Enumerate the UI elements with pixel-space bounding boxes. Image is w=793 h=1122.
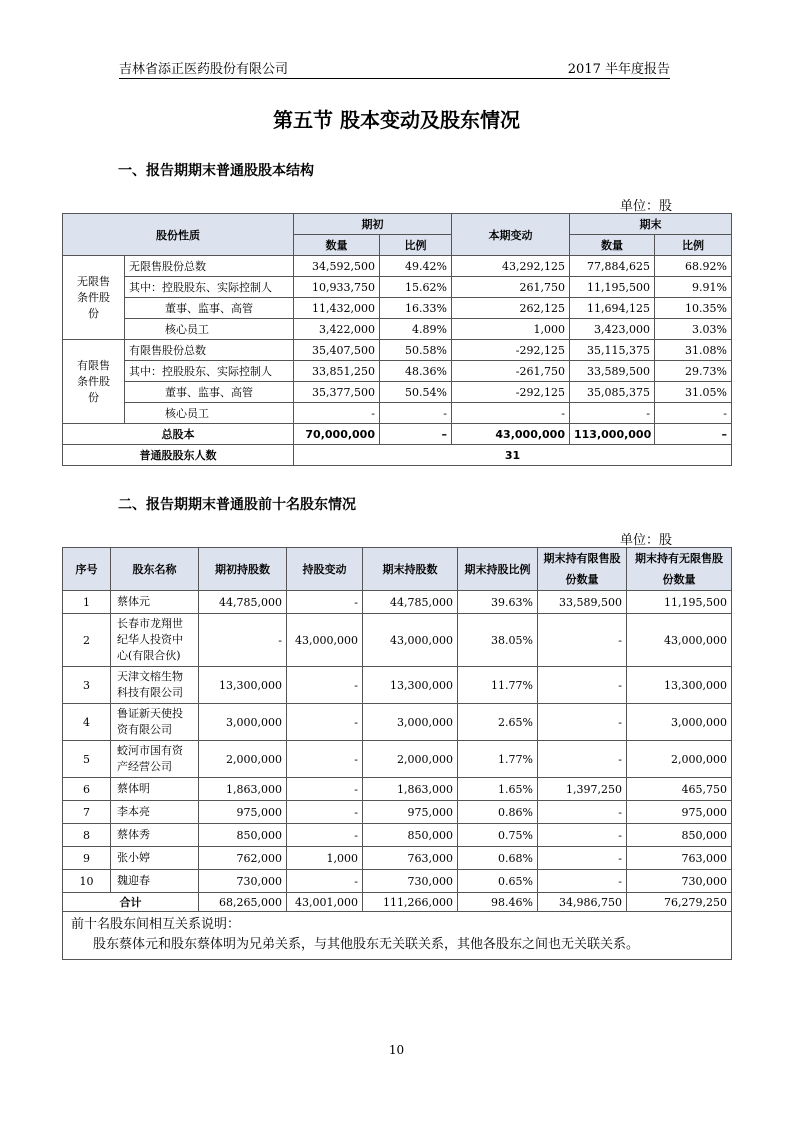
- page-title: 第五节 股本变动及股东情况: [273, 108, 520, 132]
- cell-value: 13,300,000: [363, 667, 458, 704]
- total-begin_qty: 70,000,000: [294, 424, 380, 445]
- table-row: [63, 824, 732, 847]
- cell-value: 11,432,000: [294, 298, 380, 319]
- cell-value: 3,000,000: [363, 704, 458, 741]
- table-row: [63, 614, 732, 667]
- table-row: [63, 778, 732, 801]
- row-index: 8: [63, 824, 111, 847]
- cell-value: -: [287, 591, 363, 614]
- cell-value: 43,000,000: [287, 614, 363, 667]
- cell-value: 35,115,375: [570, 340, 655, 361]
- table-row: [63, 741, 732, 778]
- cell-value: -: [287, 704, 363, 741]
- top-shareholders-table: [62, 547, 732, 960]
- total-row: [63, 424, 732, 445]
- total-row: [63, 893, 732, 912]
- cell-value: -: [287, 667, 363, 704]
- relationship-note: [63, 912, 732, 960]
- cell-value: -: [452, 403, 570, 424]
- cell-value: 0.75%: [458, 824, 538, 847]
- row-label: 有限售股份总数: [125, 340, 294, 361]
- cell-value: -: [538, 824, 627, 847]
- shareholder-name: 蔡体元: [111, 591, 199, 614]
- cell-value: -: [199, 614, 287, 667]
- col-header: 持股变动: [287, 548, 363, 591]
- cell-value: 1,863,000: [363, 778, 458, 801]
- table-row: [63, 256, 732, 277]
- cell-value: 730,000: [199, 870, 287, 893]
- col-end-ratio: 比例: [655, 235, 732, 256]
- cell-value: 11,694,125: [570, 298, 655, 319]
- shareholder-name: 张小婷: [111, 847, 199, 870]
- cell-value: 1,863,000: [199, 778, 287, 801]
- holders-value: 31: [294, 445, 732, 466]
- col-begin: 期初: [294, 214, 452, 235]
- table-row: [63, 591, 732, 614]
- shareholder-name: 蔡体明: [111, 778, 199, 801]
- col-begin-qty: 数量: [294, 235, 380, 256]
- cell-value: 850,000: [363, 824, 458, 847]
- cell-value: 3.03%: [655, 319, 732, 340]
- cell-value: 0.86%: [458, 801, 538, 824]
- shareholder-name: 李本亮: [111, 801, 199, 824]
- cell-value: 43,000,000: [363, 614, 458, 667]
- cell-value: 2.65%: [458, 704, 538, 741]
- shareholder-name: 蔡体秀: [111, 824, 199, 847]
- cell-value: -: [294, 403, 380, 424]
- row-label: 核心员工: [125, 319, 294, 340]
- row-index: 5: [63, 741, 111, 778]
- group-label: 有限售条件股份: [63, 340, 125, 424]
- cell-value: -: [287, 741, 363, 778]
- row-index: 4: [63, 704, 111, 741]
- cell-value: -: [538, 847, 627, 870]
- cell-value: 31.05%: [655, 382, 732, 403]
- cell-value: 29.73%: [655, 361, 732, 382]
- row-index: 2: [63, 614, 111, 667]
- cell-value: 730,000: [363, 870, 458, 893]
- cell-value: 2,000,000: [363, 741, 458, 778]
- cell-value: 850,000: [627, 824, 732, 847]
- cell-value: 10,933,750: [294, 277, 380, 298]
- cell-value: 850,000: [199, 824, 287, 847]
- cell-value: 15.62%: [380, 277, 452, 298]
- group-label: 无限售条件股份: [63, 256, 125, 340]
- cell-value: -: [570, 403, 655, 424]
- cell-value: 975,000: [363, 801, 458, 824]
- table-row: [63, 870, 732, 893]
- total-end_ratio: –: [655, 424, 732, 445]
- table-row: [63, 704, 732, 741]
- table-row: [63, 801, 732, 824]
- cell-value: 3,000,000: [627, 704, 732, 741]
- cell-value: 3,422,000: [294, 319, 380, 340]
- cell-value: -: [538, 704, 627, 741]
- total-value: 76,279,250: [627, 893, 732, 912]
- report-name: 2017 半年度报告: [567, 62, 670, 77]
- cell-value: 13,300,000: [627, 667, 732, 704]
- row-index: 7: [63, 801, 111, 824]
- cell-value: 50.58%: [380, 340, 452, 361]
- cell-value: -: [287, 870, 363, 893]
- shareholder-name: 魏迎春: [111, 870, 199, 893]
- col-header: 期末持股比例: [458, 548, 538, 591]
- cell-value: 43,292,125: [452, 256, 570, 277]
- share-structure-table: [62, 213, 732, 466]
- note-row: [63, 912, 732, 960]
- table-row: [63, 667, 732, 704]
- cell-value: 68.92%: [655, 256, 732, 277]
- cell-value: 39.63%: [458, 591, 538, 614]
- total-label: 总股本: [63, 424, 294, 445]
- cell-value: 262,125: [452, 298, 570, 319]
- note-text: 股东蔡体元和股东蔡体明为兄弟关系，与其他股东无关联关系，其他各股东之间也无关联关系。: [93, 937, 640, 952]
- total-value: 43,001,000: [287, 893, 363, 912]
- table-row: [63, 340, 732, 361]
- row-label: 其中：控股股东、实际控制人: [125, 361, 294, 382]
- cell-value: 3,423,000: [570, 319, 655, 340]
- section1-heading: 一、报告期期末普通股股本结构: [118, 163, 314, 179]
- cell-value: 11,195,500: [570, 277, 655, 298]
- cell-value: 35,407,500: [294, 340, 380, 361]
- col-header: 股东名称: [111, 548, 199, 591]
- table-row: [63, 298, 732, 319]
- table-row: [63, 382, 732, 403]
- cell-value: 43,000,000: [627, 614, 732, 667]
- holders-label: 普通股股东人数: [63, 445, 294, 466]
- cell-value: 38.05%: [458, 614, 538, 667]
- col-end-qty: 数量: [570, 235, 655, 256]
- cell-value: -: [287, 824, 363, 847]
- cell-value: 1.77%: [458, 741, 538, 778]
- cell-value: 1,397,250: [538, 778, 627, 801]
- cell-value: 763,000: [363, 847, 458, 870]
- shareholder-name: 长春市龙翔世纪华人投资中心(有限合伙): [111, 614, 199, 667]
- company-name: 吉林省添正医药股份有限公司: [119, 62, 289, 77]
- col-begin-ratio: 比例: [380, 235, 452, 256]
- row-label: 核心员工: [125, 403, 294, 424]
- section2-heading: 二、报告期期末普通股前十名股东情况: [118, 497, 356, 513]
- cell-value: 35,377,500: [294, 382, 380, 403]
- table-row: [63, 277, 732, 298]
- row-index: 10: [63, 870, 111, 893]
- row-index: 3: [63, 667, 111, 704]
- total-value: 68,265,000: [199, 893, 287, 912]
- cell-value: -: [538, 741, 627, 778]
- table-row: [63, 319, 732, 340]
- cell-value: 0.68%: [458, 847, 538, 870]
- cell-value: 975,000: [627, 801, 732, 824]
- cell-value: -: [538, 801, 627, 824]
- cell-value: 3,000,000: [199, 704, 287, 741]
- cell-value: 465,750: [627, 778, 732, 801]
- note-title: 前十名股东间相互关系说明：: [71, 917, 241, 932]
- row-index: 1: [63, 591, 111, 614]
- cell-value: 261,750: [452, 277, 570, 298]
- cell-value: 44,785,000: [199, 591, 287, 614]
- cell-value: -: [287, 801, 363, 824]
- row-label: 董事、监事、高管: [125, 298, 294, 319]
- cell-value: 1.65%: [458, 778, 538, 801]
- cell-value: -292,125: [452, 340, 570, 361]
- cell-value: -: [655, 403, 732, 424]
- cell-value: 13,300,000: [199, 667, 287, 704]
- row-index: 6: [63, 778, 111, 801]
- table-row: [63, 403, 732, 424]
- cell-value: 2,000,000: [199, 741, 287, 778]
- cell-value: 48.36%: [380, 361, 452, 382]
- cell-value: -: [380, 403, 452, 424]
- total-label: 合计: [63, 893, 199, 912]
- shareholder-name: 鲁证新天使投资有限公司: [111, 704, 199, 741]
- cell-value: 4.89%: [380, 319, 452, 340]
- cell-value: 44,785,000: [363, 591, 458, 614]
- page-number: 10: [388, 1043, 405, 1057]
- cell-value: 1,000: [452, 319, 570, 340]
- cell-value: 763,000: [627, 847, 732, 870]
- total-end_qty: 113,000,000: [570, 424, 655, 445]
- cell-value: 2,000,000: [627, 741, 732, 778]
- cell-value: 49.42%: [380, 256, 452, 277]
- cell-value: 9.91%: [655, 277, 732, 298]
- cell-value: 1,000: [287, 847, 363, 870]
- cell-value: 975,000: [199, 801, 287, 824]
- cell-value: 33,589,500: [538, 591, 627, 614]
- page-header: [119, 58, 670, 79]
- cell-value: 31.08%: [655, 340, 732, 361]
- col-end: 期末: [570, 214, 732, 235]
- cell-value: 0.65%: [458, 870, 538, 893]
- cell-value: 11.77%: [458, 667, 538, 704]
- row-label: 无限售股份总数: [125, 256, 294, 277]
- total-change: 43,000,000: [452, 424, 570, 445]
- total-value: 111,266,000: [363, 893, 458, 912]
- col-header: 期末持股数: [363, 548, 458, 591]
- row-label: 董事、监事、高管: [125, 382, 294, 403]
- cell-value: 33,851,250: [294, 361, 380, 382]
- cell-value: 16.33%: [380, 298, 452, 319]
- col-nature: 股份性质: [63, 214, 294, 256]
- holders-row: [63, 445, 732, 466]
- total-begin_ratio: –: [380, 424, 452, 445]
- cell-value: 730,000: [627, 870, 732, 893]
- cell-value: -: [538, 667, 627, 704]
- shareholder-name: 蛟河市国有资产经营公司: [111, 741, 199, 778]
- cell-value: 35,085,375: [570, 382, 655, 403]
- cell-value: -: [538, 870, 627, 893]
- cell-value: 77,884,625: [570, 256, 655, 277]
- cell-value: -292,125: [452, 382, 570, 403]
- row-index: 9: [63, 847, 111, 870]
- total-value: 34,986,750: [538, 893, 627, 912]
- total-value: 98.46%: [458, 893, 538, 912]
- shareholder-name: 天津文榕生物科技有限公司: [111, 667, 199, 704]
- section1-unit: 单位：股: [620, 199, 673, 214]
- col-header: 期初持股数: [199, 548, 287, 591]
- col-header: 期末持有限售股份数量: [538, 548, 627, 591]
- col-header: 序号: [63, 548, 111, 591]
- cell-value: 762,000: [199, 847, 287, 870]
- cell-value: 11,195,500: [627, 591, 732, 614]
- col-header: 期末持有无限售股份数量: [627, 548, 732, 591]
- cell-value: 33,589,500: [570, 361, 655, 382]
- table-row: [63, 847, 732, 870]
- cell-value: -: [538, 614, 627, 667]
- cell-value: 34,592,500: [294, 256, 380, 277]
- cell-value: 50.54%: [380, 382, 452, 403]
- cell-value: 10.35%: [655, 298, 732, 319]
- col-change: 本期变动: [452, 214, 570, 256]
- cell-value: -261,750: [452, 361, 570, 382]
- row-label: 其中：控股股东、实际控制人: [125, 277, 294, 298]
- table-row: [63, 361, 732, 382]
- cell-value: -: [287, 778, 363, 801]
- section2-unit: 单位：股: [620, 533, 673, 548]
